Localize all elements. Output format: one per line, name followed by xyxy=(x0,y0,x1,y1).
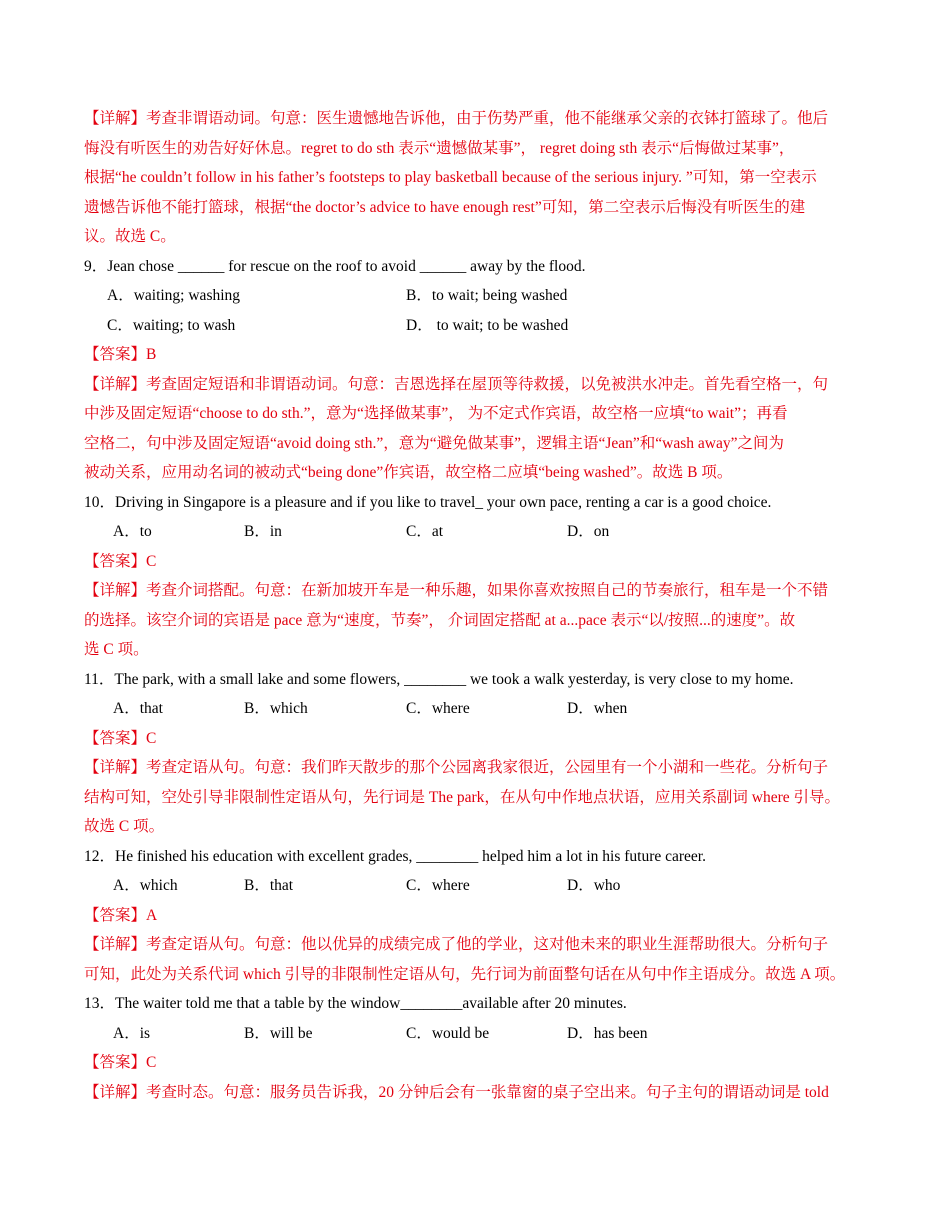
question-stem: 12．He finished his education with excellent grades, ________ helped him a lot in his future career. xyxy=(84,847,706,865)
question-9 xyxy=(84,252,874,488)
option-b: B．will be xyxy=(244,1024,313,1042)
explanation-line: 可知，此处为关系代词 which 引导的非限制性定语从句，先行词为前面整句话在从句中作主语成分。故选 A 项。 xyxy=(84,965,846,983)
option-c: C．at xyxy=(406,523,444,540)
explanation-line: 被动关系，应用动名词的被动式“being done”作宾语，故空格二应填“being washed”。故选 B 项。 xyxy=(84,464,733,481)
options-row xyxy=(84,871,874,901)
answer-line: 【答案】C xyxy=(84,552,157,570)
option-d: D．has been xyxy=(567,1024,648,1042)
question-stem: 13．The waiter told me that a table by the window________available after 20 minutes. xyxy=(84,995,627,1012)
answer-line: 【答案】B xyxy=(84,346,157,363)
explanation-line: 悔没有听医生的劝告好好休息。regret to do sth 表示“遗憾做某事”， regret doing sth 表示“后悔做过某事”， xyxy=(84,139,795,157)
question-13 xyxy=(84,989,874,1107)
options-row xyxy=(84,1019,874,1049)
option-c: C．waiting; to wash xyxy=(107,316,236,334)
option-b: B．that xyxy=(244,877,294,894)
options-row xyxy=(84,281,874,311)
answer-line: 【答案】A xyxy=(84,906,158,924)
explanation-line: 根据“he couldn’t follow in his father’s footsteps to play basketball because of the serious injury. ”可知，第一空表示 xyxy=(84,169,817,186)
document-page xyxy=(84,104,874,1107)
option-b: B．in xyxy=(244,523,282,540)
option-c: C．would be xyxy=(406,1024,490,1042)
option-c: C．where xyxy=(406,700,470,717)
question-10 xyxy=(84,488,874,665)
option-a: A．waiting; washing xyxy=(107,287,241,304)
options-row xyxy=(84,694,874,724)
option-d: D．who xyxy=(567,877,621,894)
question-stem: 10．Driving in Singapore is a pleasure and if you like to travel_ your own pace, renting a car is a good choice. xyxy=(84,493,772,511)
question-11 xyxy=(84,665,874,842)
explanation-line: 空格二，句中涉及固定短语“avoid doing sth.”，意为“避免做某事”，逻辑主语“Jean”和“wash away”之间为 xyxy=(84,434,784,452)
explanation-line: 中涉及固定短语“choose to do sth.”，意为“选择做某事”， 为不定式作宾语，故空格一应填“to wait”；再看 xyxy=(84,405,788,422)
explanation-line: 【详解】考查时态。句意：服务员告诉我，20 分钟后会有一张靠窗的桌子空出来。句子主句的谓语动词是 told xyxy=(84,1083,829,1101)
option-a: A．which xyxy=(113,877,178,894)
explanation-line: 【详解】考查非谓语动词。句意：医生遗憾地告诉他，由于伤势严重，他不能继承父亲的衣钵打篮球了。他后 xyxy=(84,110,829,127)
question-stem: 11．The park, with a small lake and some flowers, ________ we took a walk yesterday, is very close to my home. xyxy=(84,670,794,688)
option-a: A．that xyxy=(113,700,163,717)
explanation-line: 故选 C 项。 xyxy=(84,818,165,835)
question-12 xyxy=(84,842,874,990)
answer-line: 【答案】C xyxy=(84,1054,157,1071)
explanation-line: 选 C 项。 xyxy=(84,641,149,658)
option-d: D．when xyxy=(567,700,628,717)
explanation-line: 遗憾告诉他不能打篮球，根据“the doctor’s advice to have enough rest”可知，第二空表示后悔没有听医生的建 xyxy=(84,198,806,216)
explanation-line: 【详解】考查介词搭配。句意：在新加坡开车是一种乐趣，如果你喜欢按照自己的节奏旅行，租车是一个不错 xyxy=(84,582,829,599)
option-b: B．which xyxy=(244,700,308,717)
answer-line: 【答案】C xyxy=(84,729,157,747)
option-a: A．is xyxy=(113,1024,151,1042)
explanation-q8 xyxy=(84,104,874,252)
explanation-line: 【详解】考查定语从句。句意：他以优异的成绩完成了他的学业，这对他未来的职业生涯帮助很大。分析句子 xyxy=(84,936,829,953)
options-row xyxy=(84,311,874,341)
option-c: C．where xyxy=(406,877,470,894)
explanation-line: 结构可知，空处引导非限制性定语从句，先行词是 The park，在从句中作地点状语，应用关系副词 where 引导。 xyxy=(84,788,841,806)
explanation-line: 议。故选 C。 xyxy=(84,228,176,245)
question-stem: 9．Jean chose ______ for rescue on the roof to avoid ______ away by the flood. xyxy=(84,257,586,275)
options-row xyxy=(84,517,874,547)
explanation-line: 【详解】考查固定短语和非谓语动词。句意：吉恩选择在屋顶等待救援，以免被洪水冲走。首先看空格一，句 xyxy=(84,375,829,393)
option-d: D． to wait; to be washed xyxy=(406,316,569,334)
option-b: B．to wait; being washed xyxy=(406,287,568,304)
explanation-line: 的选择。该空介词的宾语是 pace 意为“速度，节奏”， 介词固定搭配 at a...pace 表示“以/按照...的速度”。故 xyxy=(84,611,796,629)
option-d: D．on xyxy=(567,523,610,540)
explanation-line: 【详解】考查定语从句。句意：我们昨天散步的那个公园离我家很近，公园里有一个小湖和一些花。分析句子 xyxy=(84,759,829,776)
option-a: A．to xyxy=(113,523,152,540)
